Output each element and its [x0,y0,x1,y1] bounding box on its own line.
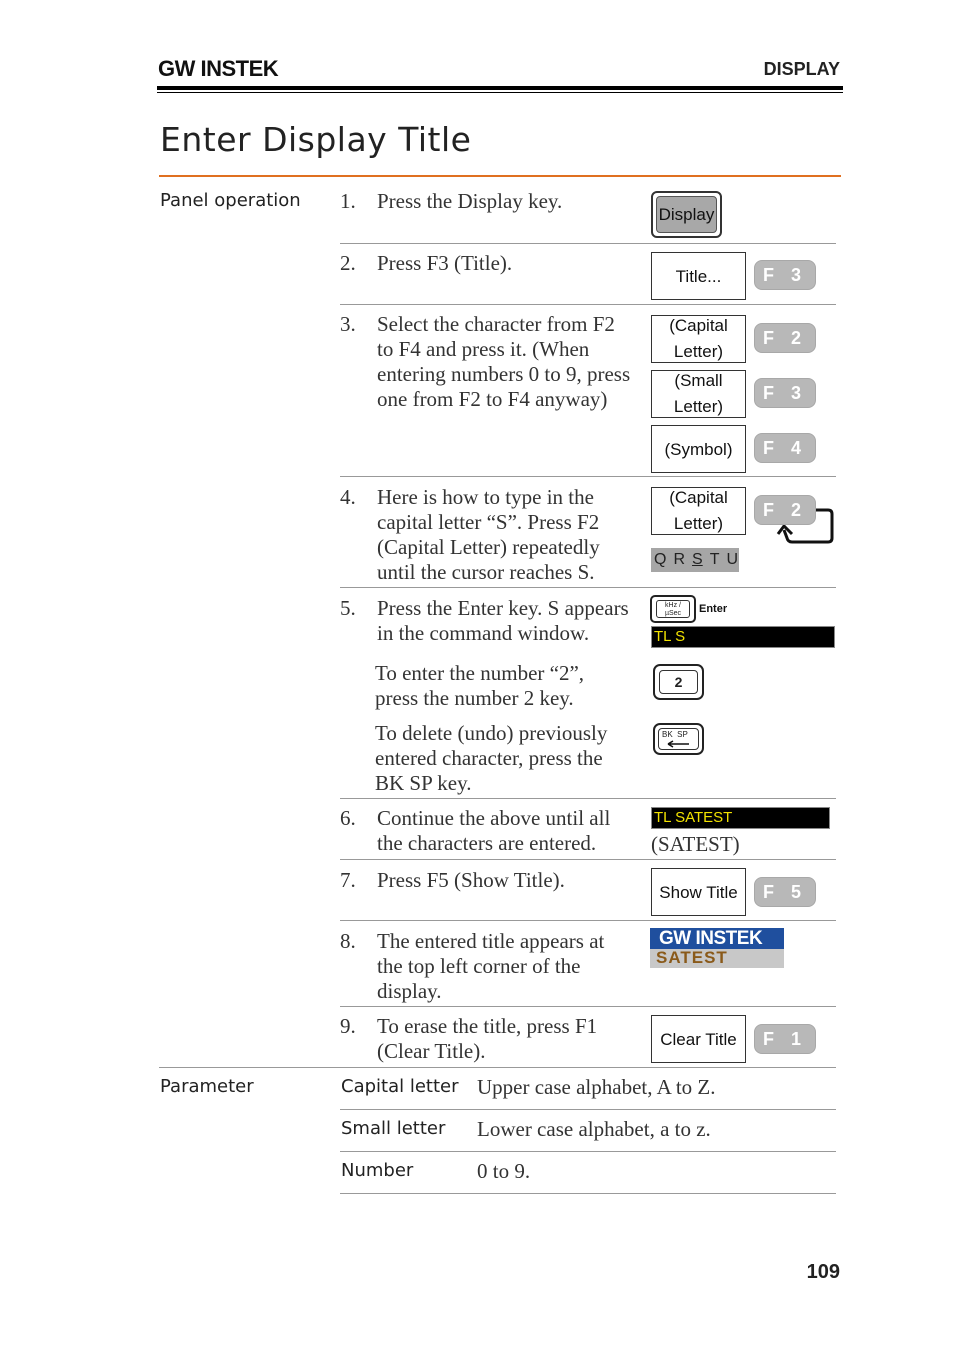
display-key-label: Display [656,196,717,233]
f5-key[interactable]: F 5 [754,877,816,907]
parameter-name: Small letter [341,1118,446,1139]
step-line: capital letter “S”. Press F2 [377,510,600,534]
key-line: kHz / [665,602,681,609]
divider [340,476,836,477]
softkey-line: (Capital [669,316,728,335]
step-text [377,312,647,412]
bksp-label: BK SP [662,730,688,739]
gwinstek-logo: GW INSTEK [158,56,279,81]
preview-logo: GW INSTEK [650,928,784,949]
step-number: 4. [340,485,356,509]
bksp-key[interactable] [653,723,704,755]
step-line: one from F2 to F4 anyway) [377,387,608,411]
parameter-name: Number [341,1160,414,1181]
f2-key[interactable]: F 2 [754,323,816,353]
section-title: DISPLAY [763,59,840,79]
header-rule-thin [157,92,843,93]
step-number: 3. [340,312,356,336]
step-line: entered character, press the [375,746,603,770]
step-number: 8. [340,929,356,953]
satest-caption: (SATEST) [651,832,740,856]
backspace-arrow-icon [667,740,691,748]
clear-title-softkey[interactable]: Clear Title [651,1015,746,1063]
cursor-char-selected: S [692,551,703,568]
parameter-desc: Upper case alphabet, A to Z. [477,1075,716,1099]
show-title-softkey[interactable]: Show Title [651,868,746,916]
softkey-line: Letter) [673,514,724,533]
parameter-name: Capital letter [341,1076,459,1097]
softkey-line: Letter) [673,397,724,416]
divider [340,243,836,244]
number-2-label: 2 [659,670,698,694]
step-line: Press F5 (Show Title). [377,868,565,892]
cursor-char: Q [654,551,667,568]
step-line: entering numbers 0 to 9, press [377,362,631,386]
step-text [377,485,647,585]
title-display-preview [650,928,784,968]
enter-label: Enter [699,603,728,615]
divider [340,1193,836,1194]
parameter-desc: Lower case alphabet, a to z. [477,1117,711,1141]
f4-key[interactable]: F 4 [754,433,816,463]
f3-key[interactable]: F 3 [754,378,816,408]
divider [340,1109,836,1110]
command-window: TL SATEST [651,807,830,829]
divider [159,1067,836,1068]
divider [340,920,836,921]
divider [340,587,836,588]
softkey-line: (Capital [669,488,728,507]
divider [340,798,836,799]
softkey-line: (Small [674,371,723,390]
number-2-key[interactable] [653,664,704,700]
page-title: Enter Display Title [160,120,472,159]
divider [340,1151,836,1152]
step-line: press the number 2 key. [375,686,574,710]
step-line: Press the Display key. [377,189,563,213]
display-key[interactable] [651,191,722,238]
step-line: to F4 and press it. (When [377,337,590,361]
step-text [377,806,647,856]
symbol-softkey[interactable]: (Symbol) [651,425,746,473]
panel-operation-label: Panel operation [160,190,301,211]
small-letter-softkey[interactable] [651,370,746,418]
title-rule [159,175,841,177]
parameter-label: Parameter [160,1076,254,1097]
step-line: BK SP key. [375,771,472,795]
step-line: Press the Enter key. S appears [377,596,629,620]
step-line: (Clear Title). [377,1039,486,1063]
step-line: Select the character from F2 [377,312,615,336]
step-number: 2. [340,251,356,275]
cursor-char: R [673,551,686,568]
step-text [377,1014,647,1064]
step-line: To delete (undo) previously [375,721,608,745]
step-text [377,251,647,276]
step-text [377,189,647,214]
step-number: 7. [340,868,356,892]
step-text [377,868,647,893]
character-cursor-bar [651,548,739,572]
step-line: To erase the title, press F1 [377,1014,598,1038]
preview-title: SATEST [656,948,728,967]
f3-key[interactable]: F 3 [754,260,816,290]
divider [340,859,836,860]
parameter-desc: 0 to 9. [477,1159,531,1183]
cursor-char: U [726,551,739,568]
enter-key[interactable] [650,595,696,623]
title-softkey[interactable]: Title... [651,252,746,300]
divider [340,304,836,305]
step-line: in the command window. [377,621,590,645]
f1-key[interactable]: F 1 [754,1024,816,1054]
step-line: To enter the number “2”, [375,661,585,685]
step-line: Press F3 (Title). [377,251,513,275]
step-line: Here is how to type in the [377,485,594,509]
step-line: Continue the above until all [377,806,611,830]
step-line: display. [377,979,442,1003]
step-number: 6. [340,806,356,830]
key-line: µSec [664,610,682,617]
step-text [375,661,645,711]
bksp-key-face [658,728,699,750]
step-line: the characters are entered. [377,831,597,855]
step-number: 5. [340,596,356,620]
step-line: until the cursor reaches S. [377,560,595,584]
khz-usec-label [656,600,690,618]
header-rule [157,86,843,90]
command-window: TL S [651,626,835,648]
step-line: the top left corner of the [377,954,581,978]
step-text [377,596,647,646]
step-line: The entered title appears at [377,929,605,953]
f2-key[interactable]: F 2 [754,495,816,525]
page-number: 109 [806,1261,840,1283]
step-number: 9. [340,1014,356,1038]
step-number: 1. [340,189,356,213]
cursor-char: T [709,551,720,568]
step-line: (Capital Letter) repeatedly [377,535,600,559]
divider [340,1006,836,1007]
step-text [375,721,645,796]
capital-letter-softkey[interactable] [651,315,746,363]
capital-letter-softkey[interactable] [651,487,746,535]
step-text [377,929,647,1004]
softkey-line: Letter) [673,342,724,361]
